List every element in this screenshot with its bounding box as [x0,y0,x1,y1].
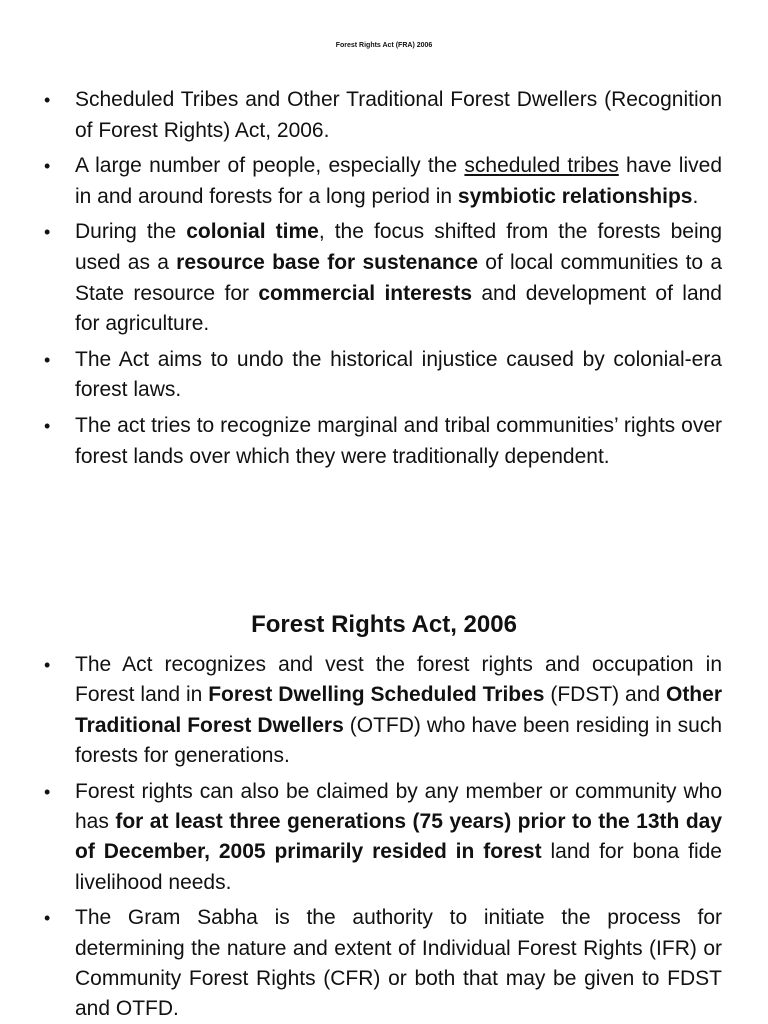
bullet-text: A large number of people, especially the [75,154,465,178]
bullet-text: The Act recognizes and vest the forest rights and occupation in Forest land in [75,653,722,707]
bold-term: resource base for sustenance [176,250,479,274]
list-item [44,345,722,406]
bullet-text: and development of land for agriculture. [75,281,722,336]
bullet-text: Scheduled Tribes and Other Traditional Forest Dwellers (Recognition of Forest Rights) Act, 2006. [75,88,722,142]
list-item [44,777,722,899]
bullet-text: The Gram Sabha is the authority to initiate the process for determining the nature and extent of Individual Forest Rights (IFR) or Community Forest Rights (CFR) or both that may be given to FDST and OTFD. [75,906,722,1021]
list-item [44,151,722,212]
bullet-text: have lived in and around forests for a long period in [75,154,722,208]
bullet-icon: • [44,222,51,243]
section-heading: Forest Rights Act, 2006 [251,611,517,638]
bold-term: symbiotic relationships [457,184,693,208]
bullet-text: The Act aims to undo the historical injustice caused by colonial-era forest laws. [75,347,722,402]
list-item [44,411,722,472]
bullet-icon: • [44,655,51,675]
intro-bullet-list [44,85,722,472]
bullet-text: , the focus shifted from the forests being used as a [75,220,723,274]
fra-section [44,650,722,1024]
bullet-icon: • [44,156,51,177]
bold-term: colonial time [186,220,319,244]
underlined-term: scheduled tribes [464,154,619,178]
list-item [44,85,722,146]
list-item [44,650,722,772]
bullet-text: (OTFD) who have been residing in such forests for generations. [75,713,722,768]
bullet-icon: • [44,90,51,110]
bullet-text: During the [75,220,187,244]
bold-term: Forest Dwelling Scheduled Tribes [208,683,545,707]
list-item [44,217,722,339]
bullet-text: land for bona fide livelihood needs. [75,840,722,894]
bullet-text: . [692,184,699,208]
bullet-text: of local communities to a State resource for [75,250,723,305]
bullet-icon: • [44,908,51,929]
bullet-icon: • [44,781,51,802]
list-item [44,903,722,1024]
bold-term: Other Traditional Forest Dwellers [75,683,722,737]
bullet-icon: • [44,349,51,370]
bold-term: commercial interests [258,281,472,305]
intro-section [44,85,722,477]
fra-bullet-list [44,650,722,1024]
bold-term: for at least three generations (75 years) prior to the 13th day of December, 2005 primarily resided in forest [75,810,723,864]
page-header-title: Forest Rights Act (FRA) 2006 [335,42,433,49]
bullet-text: (FDST) and [544,683,666,707]
bullet-text: Forest rights can also be claimed by any member or community who has [75,779,722,834]
bullet-icon: • [44,415,51,436]
bullet-text: The act tries to recognize marginal and tribal communities’ rights over forest lands over which they were traditionally dependent. [75,413,722,468]
